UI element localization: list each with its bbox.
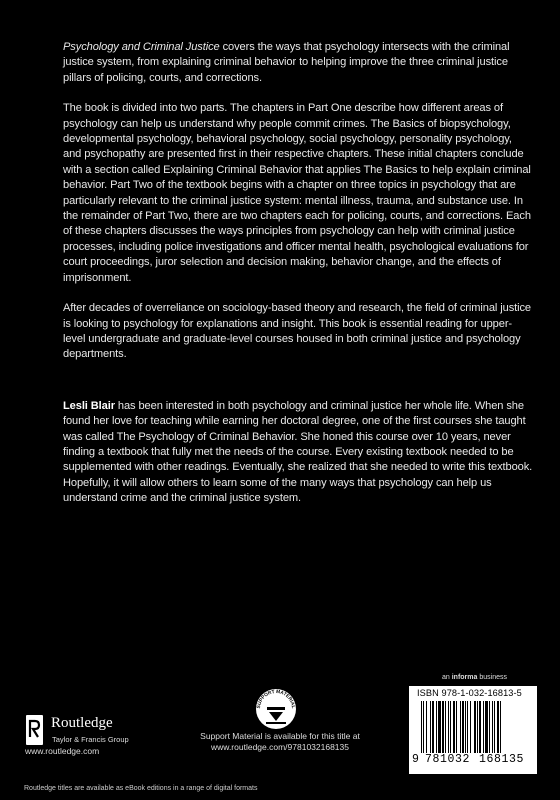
support-material-icon [251,687,301,737]
support-material-note: Support Material is available for this title at www.routledge.com/9781032168135 [200,731,360,752]
publisher-url: www.routledge.com [25,746,100,756]
publisher-name: Routledge [51,715,113,731]
description-paragraph-3: After decades of overreliance on sociology-based theory and research, the field of criminal justice is looking to psychology for explanations and insight. This book is essential reading for upper-level undergraduate and graduate-level courses housed in both criminal justice and psychology departments. [63,302,532,361]
isbn-barcode: ISBN 978-1-032-16813-5 9 781032 168135 [409,686,537,774]
publisher-group: Taylor & Francis Group [52,735,129,744]
routledge-emblem-icon [25,715,45,745]
book-title-inline: Psychology and Criminal Justice [63,41,220,53]
svg-text:SUPPORT MATERIAL: SUPPORT MATERIAL [256,689,296,709]
description-paragraph-2: The book is divided into two parts. The chapters in Part One describe how different areas of psychology can help us understand why people commit crimes. The Basics of biopsychology, developmental psychology, behavioral psychology, social psychology, personality psychology, and psychopathy are presented first in their respective chapters. These initial chapters conclude with a section called Explaining Criminal Behavior that applies The Basics to help explain criminal behavior. Part Two of the textbook begins with a chapter on three topics in psychology that are particularly relevant to the criminal justice system: mental illness, trauma, and substance use. In the remainder of Part Two, there are two chapters each for policing, courts, and corrections. Each of these chapters discusses the ways principles from psychology can help with criminal justice processes, including police investigations and officer mental health, psychological evaluations for court proceedings, juror selection and decision making, behavior change, and the effects of imprisonment. [63,102,531,284]
back-cover-copy [63,40,533,522]
barcode-bars [421,701,533,753]
author-bio: Lesli Blair has been interested in both psychology and criminal justice her whole life. When she found her love for teaching while earning her doctoral degree, one of the first courses she taught was called The Psychology of Criminal Behavior. She honed this course over 10 years, never finding a textbook that fully met the needs of the course. Every existing textbook needed to be supplemented with other readings. Eventually, she realized that she needed to write this textbook. Hopefully, it will allow others to learn some of the many ways that psychology can help us understand crime and the criminal justice system. [63,399,533,505]
isbn-number: ISBN 978-1-032-16813-5 [417,688,522,698]
ebook-footer-note: Routledge titles are available as eBook editions in a range of digital formats [24,785,258,792]
informa-business-tag: an informa business [442,674,507,681]
author-name: Lesli Blair [63,399,115,412]
description-paragraph-1: Psychology and Criminal Justice covers the ways that psychology intersects with the criminal justice system, from explaining criminal behavior to helping improve the three criminal justice pillars of policing, courts, and corrections. [63,41,510,84]
